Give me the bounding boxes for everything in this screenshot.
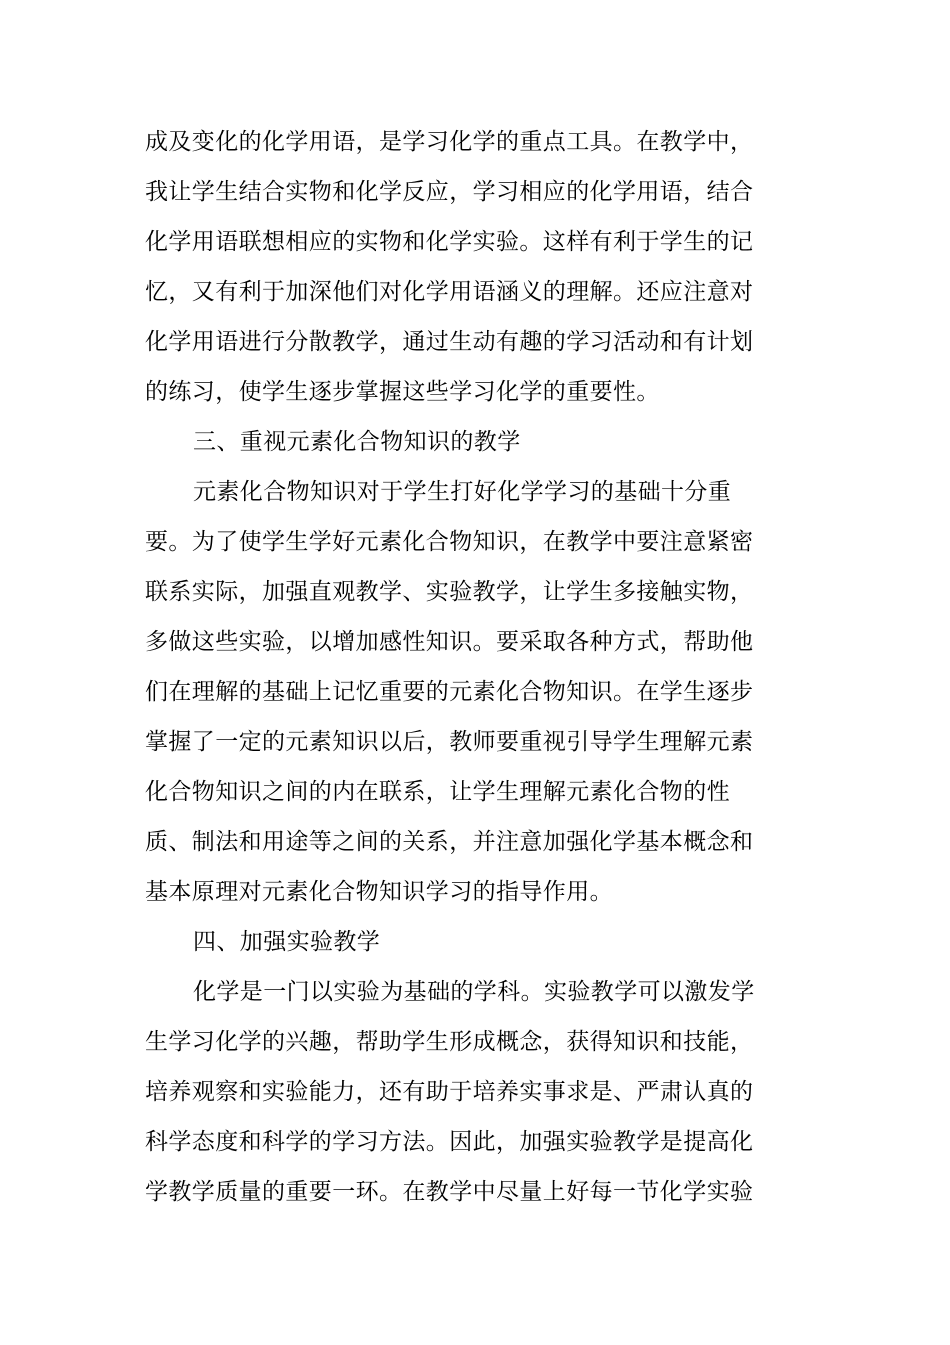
paragraph-line: 们在理解的基础上记忆重要的元素化合物知识。在学生逐步 <box>145 679 754 705</box>
paragraph-line: 质、制法和用途等之间的关系，并注意加强化学基本概念和 <box>145 829 754 855</box>
paragraph-line: 要。为了使学生学好元素化合物知识，在教学中要注意紧密 <box>145 529 754 555</box>
paragraph-line: 元素化合物知识对于学生打好化学学习的基础十分重 <box>193 479 732 505</box>
paragraph-line: 学教学质量的重要一环。在教学中尽量上好每一节化学实验 <box>145 1179 754 1205</box>
paragraph-line: 我让学生结合实物和化学反应，学习相应的化学用语，结合 <box>145 179 754 205</box>
paragraph-line: 成及变化的化学用语，是学习化学的重点工具。在教学中， <box>145 129 754 155</box>
section-heading: 三、重视元素化合物知识的教学 <box>193 429 521 455</box>
paragraph-line: 培养观察和实验能力，还有助于培养实事求是、严肃认真的 <box>145 1079 754 1105</box>
paragraph-line: 化学是一门以实验为基础的学科。实验教学可以激发学 <box>193 979 755 1005</box>
paragraph-line: 化学用语联想相应的实物和化学实验。这样有利于学生的记 <box>145 229 754 255</box>
paragraph-line: 掌握了一定的元素知识以后，教师要重视引导学生理解元素 <box>145 729 754 755</box>
paragraph-line: 生学习化学的兴趣，帮助学生形成概念，获得知识和技能， <box>145 1029 754 1055</box>
paragraph-line: 科学态度和科学的学习方法。因此，加强实验教学是提高化 <box>145 1129 754 1155</box>
section-heading: 四、加强实验教学 <box>193 929 381 955</box>
paragraph-line: 联系实际，加强直观教学、实验教学，让学生多接触实物， <box>145 579 754 605</box>
paragraph-line: 忆，又有利于加深他们对化学用语涵义的理解。还应注意对 <box>145 279 754 305</box>
paragraph-line: 化合物知识之间的内在联系，让学生理解元素化合物的性 <box>145 779 730 805</box>
paragraph-line: 多做这些实验，以增加感性知识。要采取各种方式，帮助他 <box>145 629 754 655</box>
paragraph-line: 的练习，使学生逐步掌握这些学习化学的重要性。 <box>145 379 660 405</box>
paragraph-line: 化学用语进行分散教学，通过生动有趣的学习活动和有计划 <box>145 329 754 355</box>
paragraph-line: 基本原理对元素化合物知识学习的指导作用。 <box>145 879 613 905</box>
